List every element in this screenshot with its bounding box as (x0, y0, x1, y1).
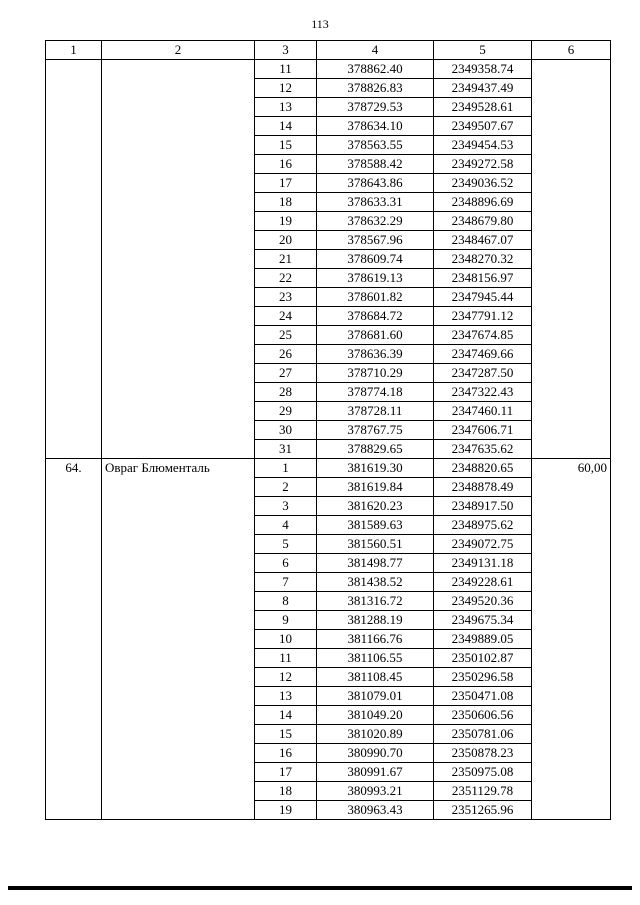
point-number-cell: 8 (255, 592, 317, 611)
x-coordinate-cell: 378619.13 (317, 269, 434, 288)
point-number-cell: 2 (255, 478, 317, 497)
header-col-3: 3 (255, 41, 317, 60)
x-coordinate-cell: 381020.89 (317, 725, 434, 744)
y-coordinate-cell: 2347469.66 (434, 345, 532, 364)
x-coordinate-cell: 380993.21 (317, 782, 434, 801)
point-number-cell: 23 (255, 288, 317, 307)
y-coordinate-cell: 2350975.08 (434, 763, 532, 782)
x-coordinate-cell: 378609.74 (317, 250, 434, 269)
point-number-cell: 14 (255, 117, 317, 136)
point-number-cell: 27 (255, 364, 317, 383)
y-coordinate-cell: 2347945.44 (434, 288, 532, 307)
y-coordinate-cell: 2348820.65 (434, 459, 532, 478)
x-coordinate-cell: 378601.82 (317, 288, 434, 307)
point-number-cell: 17 (255, 174, 317, 193)
y-coordinate-cell: 2350471.08 (434, 687, 532, 706)
x-coordinate-cell: 378774.18 (317, 383, 434, 402)
point-number-cell: 29 (255, 402, 317, 421)
entry-area: 60,00 (532, 459, 611, 820)
point-number-cell: 4 (255, 516, 317, 535)
x-coordinate-cell: 378684.72 (317, 307, 434, 326)
x-coordinate-cell: 381049.20 (317, 706, 434, 725)
y-coordinate-cell: 2351265.96 (434, 801, 532, 820)
point-number-cell: 9 (255, 611, 317, 630)
y-coordinate-cell: 2349358.74 (434, 60, 532, 79)
point-number-cell: 11 (255, 60, 317, 79)
point-number-cell: 12 (255, 668, 317, 687)
header-col-1: 1 (46, 41, 102, 60)
x-coordinate-cell: 378636.39 (317, 345, 434, 364)
point-number-cell: 26 (255, 345, 317, 364)
y-coordinate-cell: 2349228.61 (434, 573, 532, 592)
point-number-cell: 31 (255, 440, 317, 459)
x-coordinate-cell: 378588.42 (317, 155, 434, 174)
x-coordinate-cell: 381619.30 (317, 459, 434, 478)
y-coordinate-cell: 2350878.23 (434, 744, 532, 763)
point-number-cell: 16 (255, 744, 317, 763)
y-coordinate-cell: 2349437.49 (434, 79, 532, 98)
footer-rule (8, 886, 632, 890)
y-coordinate-cell: 2349507.67 (434, 117, 532, 136)
y-coordinate-cell: 2349036.52 (434, 174, 532, 193)
point-number-cell: 15 (255, 725, 317, 744)
point-number-cell: 5 (255, 535, 317, 554)
y-coordinate-cell: 2347635.62 (434, 440, 532, 459)
y-coordinate-cell: 2349528.61 (434, 98, 532, 117)
x-coordinate-cell: 381498.77 (317, 554, 434, 573)
x-coordinate-cell: 378862.40 (317, 60, 434, 79)
x-coordinate-cell: 381108.45 (317, 668, 434, 687)
point-number-cell: 16 (255, 155, 317, 174)
point-number-cell: 15 (255, 136, 317, 155)
y-coordinate-cell: 2347674.85 (434, 326, 532, 345)
x-coordinate-cell: 378728.11 (317, 402, 434, 421)
y-coordinate-cell: 2348156.97 (434, 269, 532, 288)
y-coordinate-cell: 2349520.36 (434, 592, 532, 611)
point-number-cell: 1 (255, 459, 317, 478)
x-coordinate-cell: 380990.70 (317, 744, 434, 763)
y-coordinate-cell: 2347322.43 (434, 383, 532, 402)
point-number-cell: 7 (255, 573, 317, 592)
y-coordinate-cell: 2349072.75 (434, 535, 532, 554)
header-row (46, 41, 611, 60)
x-coordinate-cell: 378643.86 (317, 174, 434, 193)
y-coordinate-cell: 2351129.78 (434, 782, 532, 801)
point-number-cell: 14 (255, 706, 317, 725)
y-coordinate-cell: 2347606.71 (434, 421, 532, 440)
y-coordinate-cell: 2348679.80 (434, 212, 532, 231)
x-coordinate-cell: 378563.55 (317, 136, 434, 155)
y-coordinate-cell: 2348917.50 (434, 497, 532, 516)
coordinates-table (45, 40, 611, 820)
x-coordinate-cell: 378729.53 (317, 98, 434, 117)
point-number-cell: 13 (255, 98, 317, 117)
point-number-cell: 3 (255, 497, 317, 516)
x-coordinate-cell: 378767.75 (317, 421, 434, 440)
y-coordinate-cell: 2349889.05 (434, 630, 532, 649)
point-number-cell: 28 (255, 383, 317, 402)
y-coordinate-cell: 2350102.87 (434, 649, 532, 668)
y-coordinate-cell: 2350781.06 (434, 725, 532, 744)
y-coordinate-cell: 2349454.53 (434, 136, 532, 155)
x-coordinate-cell: 380991.67 (317, 763, 434, 782)
y-coordinate-cell: 2349675.34 (434, 611, 532, 630)
x-coordinate-cell: 378681.60 (317, 326, 434, 345)
y-coordinate-cell: 2348467.07 (434, 231, 532, 250)
x-coordinate-cell: 381166.76 (317, 630, 434, 649)
entry-index: 64. (46, 459, 102, 820)
y-coordinate-cell: 2347287.50 (434, 364, 532, 383)
y-coordinate-cell: 2349131.18 (434, 554, 532, 573)
x-coordinate-cell: 381288.19 (317, 611, 434, 630)
y-coordinate-cell: 2347460.11 (434, 402, 532, 421)
x-coordinate-cell: 378710.29 (317, 364, 434, 383)
x-coordinate-cell: 381560.51 (317, 535, 434, 554)
x-coordinate-cell: 378632.29 (317, 212, 434, 231)
point-number-cell: 22 (255, 269, 317, 288)
x-coordinate-cell: 381589.63 (317, 516, 434, 535)
page-number: 113 (311, 17, 329, 31)
header-col-5: 5 (434, 41, 532, 60)
point-number-cell: 25 (255, 326, 317, 345)
entry-name: Овраг Блюменталь (102, 459, 255, 820)
point-number-cell: 12 (255, 79, 317, 98)
table-row (46, 459, 611, 478)
area-cell (532, 60, 611, 459)
name-cell (102, 60, 255, 459)
header-col-4: 4 (317, 41, 434, 60)
x-coordinate-cell: 378829.65 (317, 440, 434, 459)
x-coordinate-cell: 381619.84 (317, 478, 434, 497)
index-cell (46, 60, 102, 459)
y-coordinate-cell: 2348270.32 (434, 250, 532, 269)
y-coordinate-cell: 2347791.12 (434, 307, 532, 326)
x-coordinate-cell: 378826.83 (317, 79, 434, 98)
point-number-cell: 18 (255, 193, 317, 212)
y-coordinate-cell: 2348975.62 (434, 516, 532, 535)
y-coordinate-cell: 2348896.69 (434, 193, 532, 212)
x-coordinate-cell: 380963.43 (317, 801, 434, 820)
x-coordinate-cell: 381620.23 (317, 497, 434, 516)
point-number-cell: 13 (255, 687, 317, 706)
header-col-6: 6 (532, 41, 611, 60)
header-col-2: 2 (102, 41, 255, 60)
x-coordinate-cell: 381079.01 (317, 687, 434, 706)
y-coordinate-cell: 2350606.56 (434, 706, 532, 725)
point-number-cell: 6 (255, 554, 317, 573)
x-coordinate-cell: 381316.72 (317, 592, 434, 611)
table-row (46, 60, 611, 79)
x-coordinate-cell: 378633.31 (317, 193, 434, 212)
point-number-cell: 10 (255, 630, 317, 649)
point-number-cell: 19 (255, 212, 317, 231)
point-number-cell: 11 (255, 649, 317, 668)
x-coordinate-cell: 378567.96 (317, 231, 434, 250)
point-number-cell: 24 (255, 307, 317, 326)
x-coordinate-cell: 381438.52 (317, 573, 434, 592)
x-coordinate-cell: 381106.55 (317, 649, 434, 668)
x-coordinate-cell: 378634.10 (317, 117, 434, 136)
point-number-cell: 17 (255, 763, 317, 782)
point-number-cell: 21 (255, 250, 317, 269)
point-number-cell: 19 (255, 801, 317, 820)
y-coordinate-cell: 2350296.58 (434, 668, 532, 687)
y-coordinate-cell: 2348878.49 (434, 478, 532, 497)
point-number-cell: 18 (255, 782, 317, 801)
point-number-cell: 20 (255, 231, 317, 250)
point-number-cell: 30 (255, 421, 317, 440)
y-coordinate-cell: 2349272.58 (434, 155, 532, 174)
